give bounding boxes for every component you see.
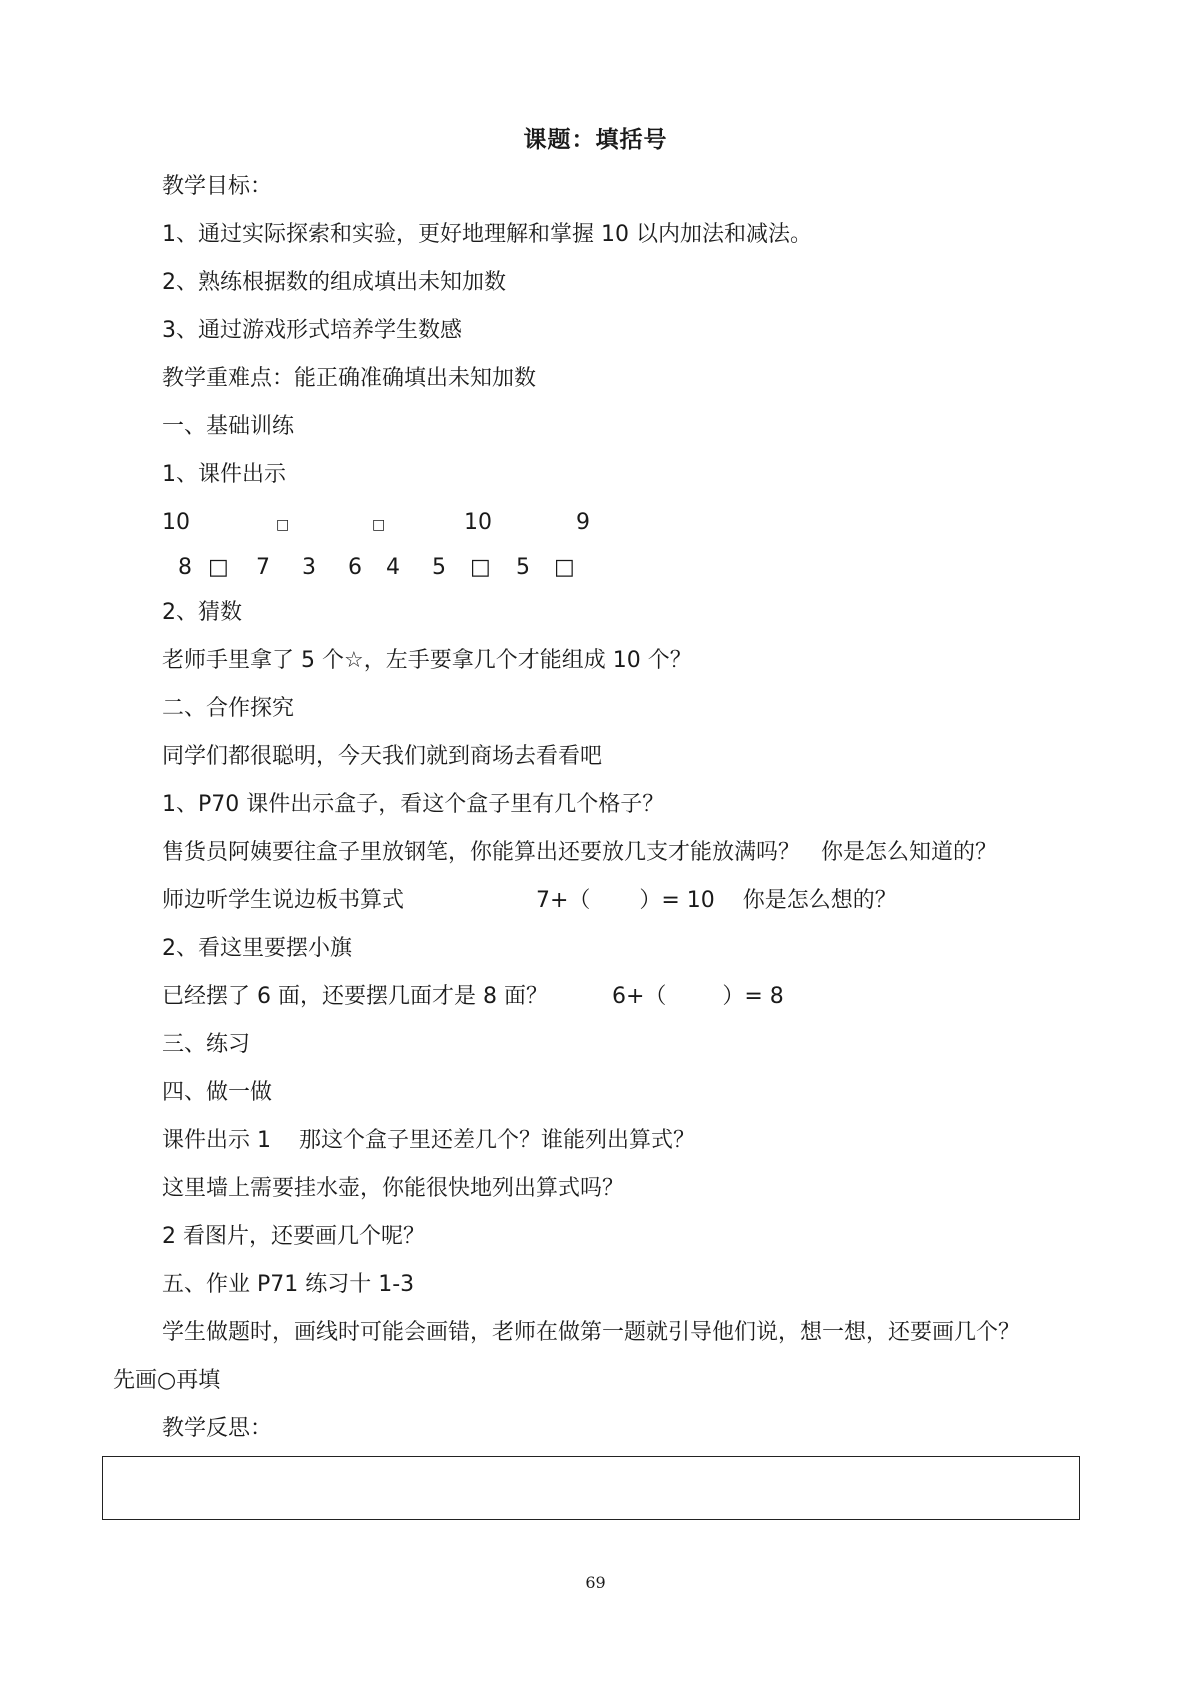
blank-box: □ bbox=[276, 517, 290, 533]
intro-mall: 同学们都很聪明，今天我们就到商场去看看吧 bbox=[162, 744, 603, 769]
number-cell: 10 bbox=[464, 510, 492, 535]
key-difficulty: 教学重难点：能正确准确填出未知加数 bbox=[162, 366, 537, 391]
blank-box: □ bbox=[470, 555, 491, 580]
courseware-1-question: 课件出示 1 那这个盒子里还差几个？谁能列出算式？ bbox=[162, 1128, 695, 1153]
flags-question: 已经摆了 6 面，还要摆几面才是 8 面？ bbox=[162, 984, 548, 1009]
blank-box: □ bbox=[372, 517, 386, 533]
courseware-show: 1、课件出示 bbox=[162, 462, 286, 487]
picture-question: 2 看图片，还要画几个呢？ bbox=[162, 1224, 425, 1249]
number-cell: 9 bbox=[576, 510, 590, 535]
draw-then-fill: 先画○再填 bbox=[113, 1368, 221, 1393]
number-cell: 6 bbox=[348, 555, 362, 580]
board-writing-label: 师边听学生说边板书算式 bbox=[162, 888, 405, 913]
number-cell: 3 bbox=[302, 555, 316, 580]
section-do-it: 四、做一做 bbox=[162, 1080, 273, 1105]
number-cell: 10 bbox=[162, 510, 190, 535]
reflection-box bbox=[102, 1456, 1080, 1520]
page-number: 69 bbox=[585, 1573, 606, 1592]
kettle-question: 这里墙上需要挂水壶，你能很快地列出算式吗？ bbox=[162, 1176, 625, 1201]
number-cell: 4 bbox=[386, 555, 400, 580]
flags-heading: 2、看这里要摆小旗 bbox=[162, 936, 352, 961]
teacher-guidance: 学生做题时，画线时可能会画错，老师在做第一题就引导他们说，想一想，还要画几个？ bbox=[162, 1320, 1021, 1345]
section-homework: 五、作业 P71 练习十 1-3 bbox=[162, 1272, 415, 1297]
number-cell: 5 bbox=[516, 555, 530, 580]
number-cell: 7 bbox=[256, 555, 270, 580]
section-cooperative-inquiry: 二、合作探究 bbox=[162, 696, 295, 721]
goal-1: 1、通过实际探索和实验，更好地理解和掌握 10 以内加法和减法。 bbox=[162, 222, 812, 247]
guess-number-heading: 2、猜数 bbox=[162, 600, 242, 625]
lesson-title: 课题：填括号 bbox=[523, 127, 668, 153]
equation-7-plus: 7+（ ）= 10 你是怎么想的？ bbox=[536, 888, 897, 913]
teaching-goals-heading: 教学目标： bbox=[162, 174, 273, 199]
section-practice: 三、练习 bbox=[162, 1032, 251, 1057]
guess-number-question: 老师手里拿了 5 个☆，左手要拿几个才能组成 10 个？ bbox=[162, 648, 692, 673]
goal-2: 2、熟练根据数的组成填出未知加数 bbox=[162, 270, 506, 295]
goal-3: 3、通过游戏形式培养学生数感 bbox=[162, 318, 462, 343]
section-basic-training: 一、基础训练 bbox=[162, 414, 295, 439]
number-cell: 5 bbox=[432, 555, 446, 580]
pen-question: 售货员阿姨要往盒子里放钢笔，你能算出还要放几支才能放满吗？ 你是怎么知道的？ bbox=[162, 840, 997, 865]
blank-box: □ bbox=[208, 555, 229, 580]
teaching-reflection-heading: 教学反思： bbox=[162, 1416, 273, 1441]
box-grid-question: 1、P70 课件出示盒子，看这个盒子里有几个格子？ bbox=[162, 792, 665, 817]
equation-6-plus: 6+（ ）= 8 bbox=[612, 984, 784, 1009]
blank-box: □ bbox=[554, 555, 575, 580]
number-cell: 8 bbox=[178, 555, 192, 580]
